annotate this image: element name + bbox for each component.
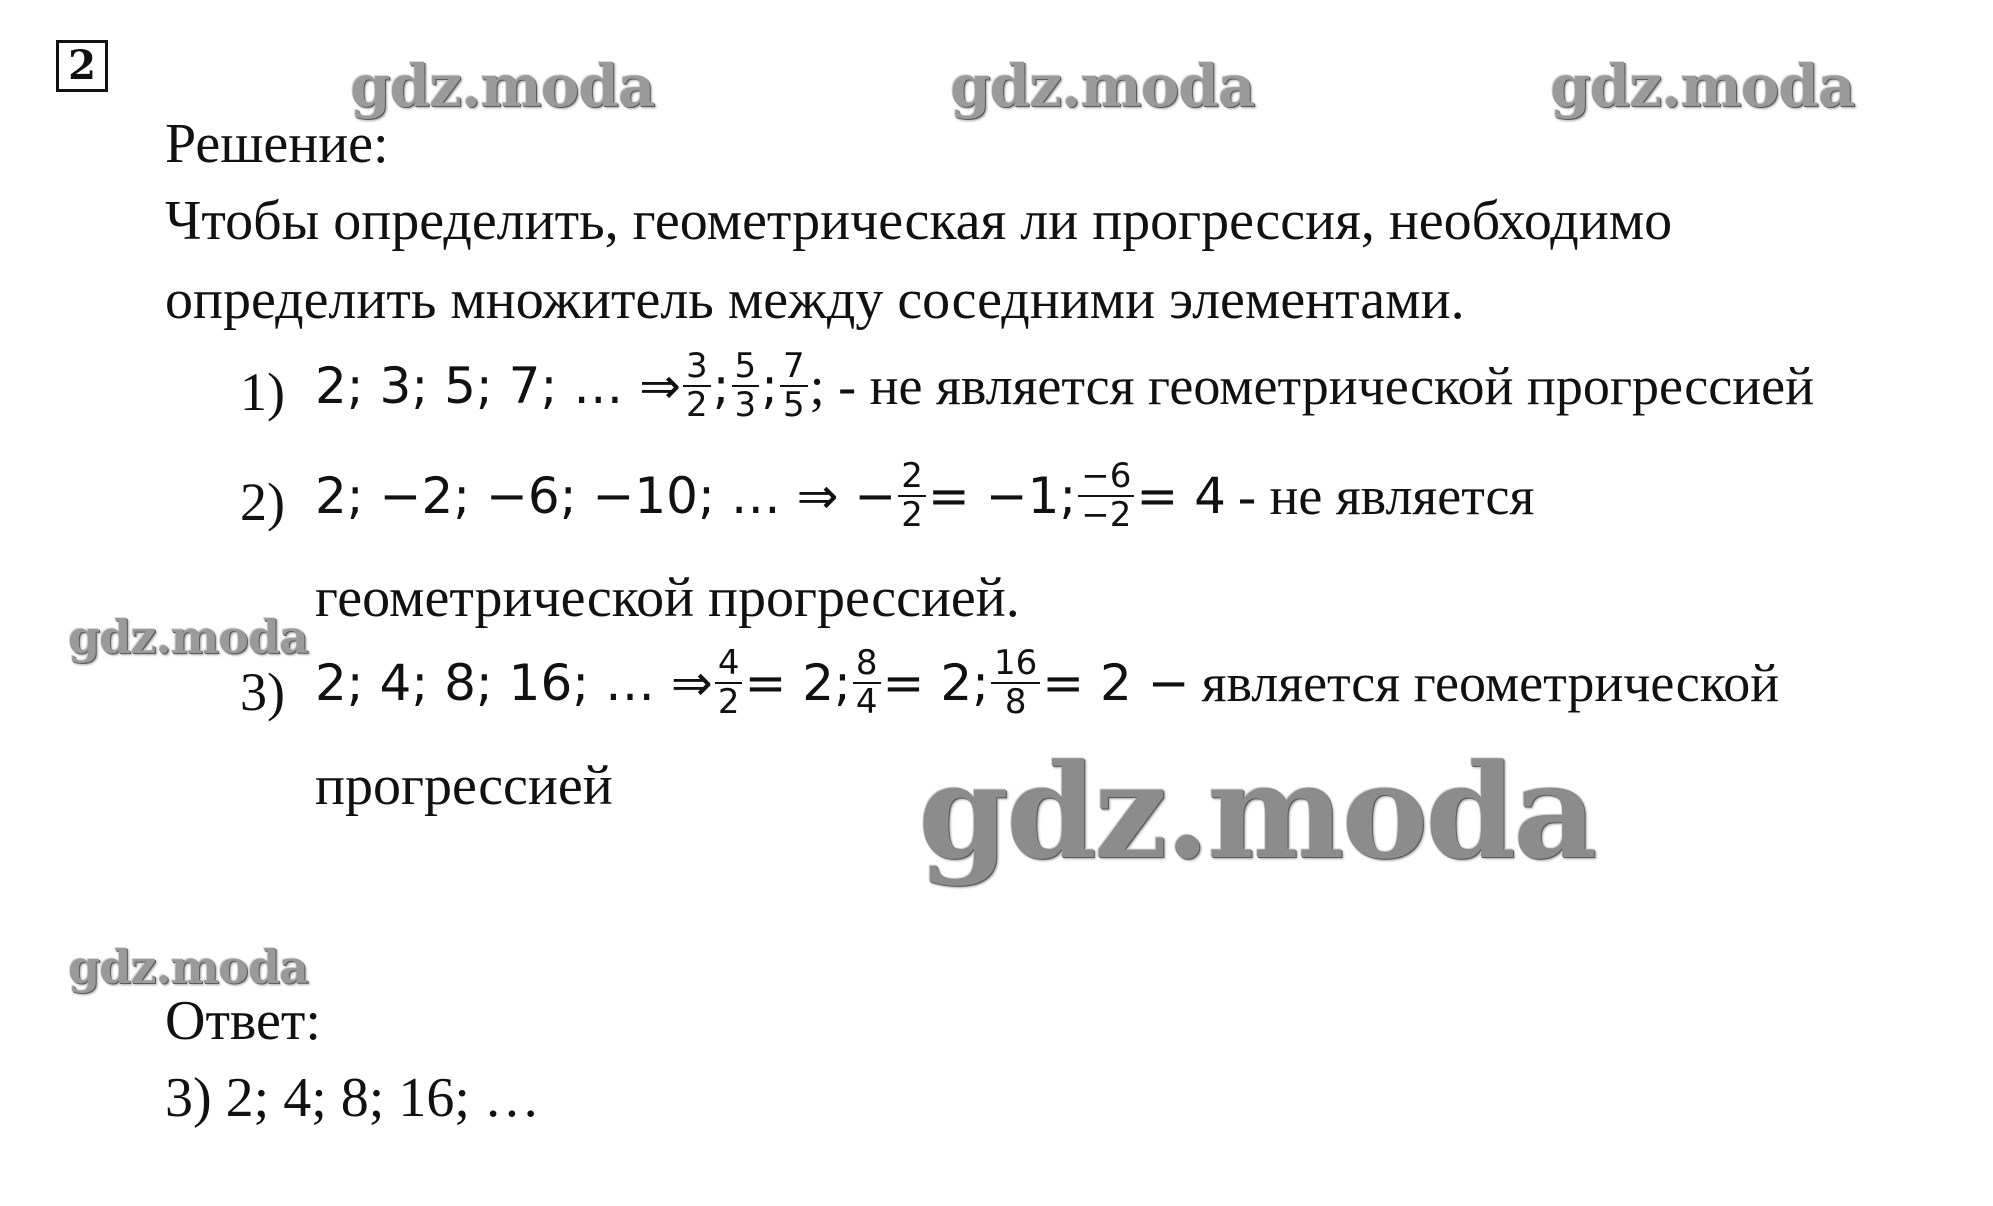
item-1-number: 1) xyxy=(240,362,285,422)
watermark-logo: gdz.moda xyxy=(950,52,1255,120)
solution-label: Решение: xyxy=(165,113,389,175)
watermark-logo: gdz.moda xyxy=(350,52,655,120)
watermark-logo: gdz.moda xyxy=(1550,52,1855,120)
item-1-conclusion: ; - не является геометрической прогрессией xyxy=(809,356,1814,417)
item-1-sequence: 2; 3; 5; 7; … ⇒ xyxy=(315,357,681,416)
item-2-sequence: 2; −2; −6; −10; … ⇒ − xyxy=(315,467,897,526)
item-3-sequence: 2; 4; 8; 16; … ⇒ xyxy=(315,654,713,713)
item-2-expression xyxy=(315,458,1534,535)
item-3-fraction: $\frac{16}{8}$ xyxy=(991,645,1040,722)
item-3-fraction: $\frac{4}{2}$ xyxy=(715,645,743,722)
item-1-separator: ; xyxy=(761,357,778,416)
item-3-number: 3) xyxy=(240,662,285,722)
watermark-logo: gdz.moda xyxy=(68,940,308,994)
item-1-fraction: $\frac{7}{5}$ xyxy=(780,348,808,425)
item-3-result: = 2; xyxy=(744,654,851,713)
item-3-result: = 2 − xyxy=(1042,654,1190,713)
item-2-result: = −1; xyxy=(927,467,1077,526)
item-2-result: = 4 xyxy=(1136,467,1226,526)
item-1-expression xyxy=(315,348,1814,425)
item-2-fraction: $\frac{-6}{-2}$ xyxy=(1078,458,1134,535)
item-3-expression xyxy=(315,645,1779,722)
item-1-separator: ; xyxy=(712,357,730,416)
task-number-box: 2 xyxy=(56,40,108,92)
item-3-fraction: $\frac{8}{4}$ xyxy=(853,645,881,722)
intro-line-2: определить множитель между соседними элементами. xyxy=(165,269,1465,331)
intro-line-1: Чтобы определить, геометрическая ли прогрессия, необходимо xyxy=(165,190,1673,252)
item-3-result: = 2; xyxy=(882,654,989,713)
answer-label: Ответ: xyxy=(165,990,321,1052)
item-2-conclusion: - не является xyxy=(1238,466,1535,527)
item-3-conclusion: является геометрической xyxy=(1201,653,1780,714)
answer-value: 3) 2; 4; 8; 16; … xyxy=(165,1067,540,1129)
watermark-logo: gdz.moda xyxy=(68,610,308,664)
item-3-conclusion-continued: прогрессией xyxy=(315,755,613,817)
item-1-fraction: $\frac{5}{3}$ xyxy=(732,348,760,425)
item-2-conclusion-continued: геометрической прогрессией. xyxy=(315,567,1020,629)
item-2-number: 2) xyxy=(240,472,285,532)
item-1-fraction: $\frac{3}{2}$ xyxy=(683,348,711,425)
watermark-logo-large: gdz.moda xyxy=(918,735,1595,888)
item-2-fraction: $\frac{2}{2}$ xyxy=(898,458,926,535)
